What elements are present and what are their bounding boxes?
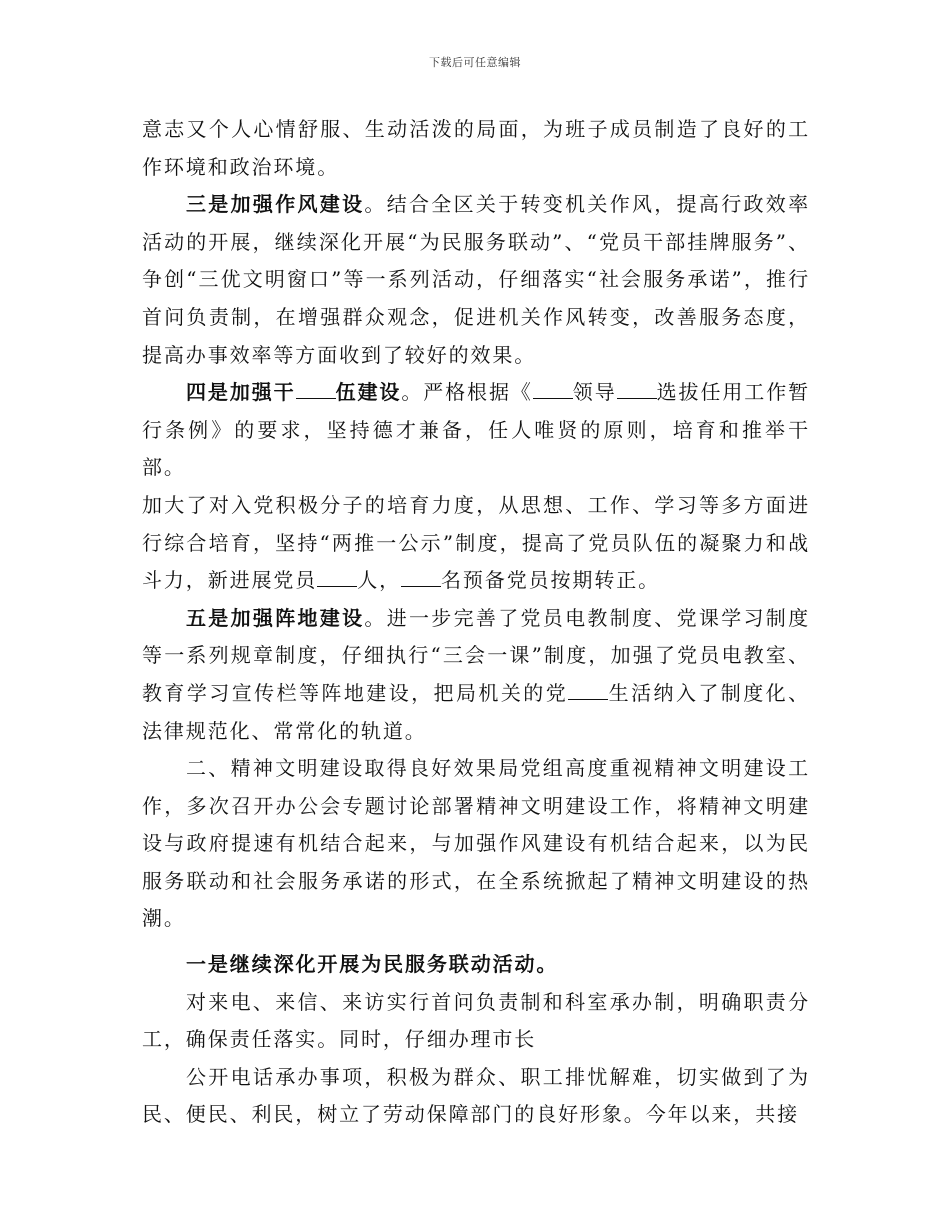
- paragraph-text: 。结合全区关于转变机关作风，提高行政效率活动的开展，继续深化开展“为民服务联动”、“党员干部挂牌服务”、争创“三优文明窗口”等一系列活动，仔细落实“社会服务承诺”，推行首问负责制，在增强群众观念，促进机关作风转变，改善服务态度，提高办事效率等方面收到了较好的效果。: [142, 192, 811, 367]
- paragraph-responsibility: 对来电、来信、来访实行首问负责制和科室承办制，明确职责分工，确保责任落实。同时，仔细办理市长: [142, 989, 810, 1052]
- paragraph-work-style: [142, 186, 810, 374]
- blank-underline: [533, 382, 573, 399]
- paragraph-hotline: 公开电话承办事项，积极为群众、职工排忧解难，切实做到了为民、便民、利民，树立了劳动保障部门的良好形象。今年以来，共接: [142, 1064, 810, 1127]
- section-heading: 三是加强作风建设: [186, 192, 365, 217]
- section-heading-service: 一是继续深化开展为民服务联动活动。: [186, 952, 559, 977]
- blank-underline: [317, 570, 357, 587]
- paragraph-text: 。严格根据《: [401, 380, 533, 405]
- paragraph-text: 人，: [357, 568, 402, 593]
- section-heading-part-a: 四是加强干: [186, 380, 296, 405]
- paragraph-party-members: [142, 487, 810, 600]
- blank-underline: [296, 382, 336, 399]
- paragraph-text: 生活纳入了制度化、法律规范化、常常化的轨道。: [142, 680, 810, 743]
- paragraph-cadre-team: [142, 374, 810, 487]
- blank-underline: [568, 683, 608, 700]
- page-header: 下载后可任意编辑: [429, 56, 521, 69]
- paragraph-continuation: 意志又个人心情舒服、生动活泼的局面，为班子成员制造了良好的工作环境和政治环境。: [142, 117, 810, 179]
- paragraph-spiritual-civilization: 二、精神文明建设取得良好效果局党组高度重视精神文明建设工作，多次召开办公会专题讨论部署精神文明建设工作，将精神文明建设与政府提速有机结合起来，与加强作风建设有机结合起来，以为民服务联动和社会服务承诺的形式，在全系统掀起了精神文明建设的热潮。: [142, 756, 810, 931]
- blank-underline: [617, 382, 657, 399]
- paragraph-text: 名预备党员按期转正。: [441, 568, 661, 593]
- paragraph-position-building: [142, 600, 810, 750]
- paragraph-text: 领导: [572, 380, 617, 405]
- paragraph-text: 。进一步完善了党员电教制度、党课学习制度等一系列规章制度，仔细执行“三会一课”制度，加强了党员电教室、教育学习宣传栏等阵地建设，把局机关的党: [142, 605, 811, 705]
- paragraph-text: 选拔任用工作暂行条例》的要求，坚持德才兼备，任人唯贤的原则，培育和推举干部。: [142, 380, 810, 480]
- document-body: [142, 111, 810, 1134]
- section-heading-part-b: 伍建设: [335, 380, 402, 405]
- blank-underline: [401, 570, 441, 587]
- paragraph-text: 加大了对入党积极分子的培育力度，从思想、工作、学习等多方面进行综合培育，坚持“两推一公示”制度，提高了党员队伍的凝聚力和战斗力，新进展党员: [142, 492, 810, 593]
- section-heading: 五是加强阵地建设: [186, 605, 365, 630]
